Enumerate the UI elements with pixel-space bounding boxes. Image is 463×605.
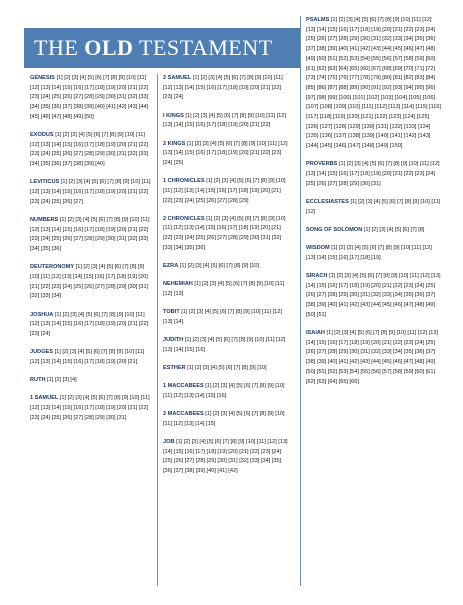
chapter-list[interactable]: [1] [2] [3] [4] [5] [6] [7] [8] [9] [10] [11] [12] [13] [14] [15] <box>163 411 285 427</box>
book-name: WISDOM <box>306 245 330 252</box>
book-2-kings <box>163 140 291 169</box>
book-name: 1 SAMUEL <box>30 395 59 402</box>
chapter-list[interactable]: [1] [2] [3] [4] [5] [6] [7] [8] [9] [10] [11] [12] [13] [14] [15] [16] <box>163 383 285 399</box>
book-name: EXODUS <box>30 132 54 139</box>
chapter-list[interactable]: [1] [2] [3] [4] [5] [6] [7] [8] [9] [10] [11] [12] [13] [14] [15] [16] [17] [18] [19] [20] [21] [22] [23] [24] [25] [26] [27] [28] [29] [30] [31] [32] [33] [34] [35] [36] [37] [38] [39] [40] [41] [42] [43] [44] [45] [46] [47] [48] [49] [50] [51] <box>306 272 441 318</box>
chapter-list[interactable]: [1] [2] [3] [4] [5] [6] [7] [8] [9] [10] [11] [12] [13] [14] [15] [16] [17] [18] [19] [20] [21] [22] [23] [24] [25] [26] [27] [28] [29] [30] [31] [32] [33] [34] [35] [36] <box>163 215 286 251</box>
book-ezra <box>163 262 291 272</box>
book-deuteronomy <box>30 263 154 302</box>
column-left <box>30 74 154 432</box>
book-name: ISAIAH <box>306 329 325 336</box>
chapter-list[interactable]: [1] [2] [3] [4] [5] [6] [7] [8] [9] [10] [11] [12] [13] [14] [15] [16] [17] [18] [19] [20] [21] [22] [23] [24] <box>30 311 149 337</box>
chapter-list[interactable]: [1] [2] [3] [4] [5] [6] [7] [8] [9] [10] [11] [12] [13] [14] [15] [16] [17] [18] [19] [20] [21] [22] [23] [24] [25] <box>163 140 288 166</box>
book-isaiah <box>306 329 442 387</box>
chapter-list[interactable]: [1] [2] [3] [4] [5] [6] [7] [8] [9] [10] <box>179 263 260 270</box>
book-exodus <box>30 131 154 170</box>
book-judith <box>163 336 291 355</box>
book-name: TOBIT <box>163 309 180 316</box>
book-wisdom <box>306 244 442 263</box>
book-name: 2 KINGS <box>163 140 186 147</box>
chapter-list[interactable]: [1] [2] [3] [4] [5] [6] [7] [8] [9] [10] [11] [12] [13] [14] [15] [16] [17] [18] [19] [20] [21] [22] [23] [24] [25] [26] [27] <box>30 179 151 205</box>
chapter-list[interactable]: [1] [2] [3] [4] [5] [6] [7] [8] [9] [10] [11] [12] [13] <box>163 281 285 297</box>
book-joshua <box>30 311 154 340</box>
book-name: JOSHUA <box>30 311 54 318</box>
chapter-list[interactable]: [1] [2] [3] [4] [5] [6] [7] [8] [9] [10] [11] [12] [13] [14] [15] [16] [17] [18] [19] [20] [21] [22] [23] [24] [25] [26] [27] [28] [29] [30] [31] [32] [33] [34] [35] [36] [37] [38] [39] [40] [41] [42] <box>163 438 288 475</box>
book-name: RUTH <box>30 377 46 384</box>
book-name: JUDITH <box>163 337 184 344</box>
book-ruth <box>30 376 154 386</box>
book-i-kings <box>163 112 291 131</box>
book-name: PSALMS <box>306 17 330 23</box>
book-name: GENESIS <box>30 75 55 81</box>
book-2-samuel <box>163 74 291 103</box>
book-sirach <box>306 272 442 321</box>
column-divider <box>157 74 158 586</box>
book-judges <box>30 348 154 367</box>
book-name: PROVERBS <box>306 161 338 168</box>
chapter-list[interactable]: [1] [2] [3] [4] [5] [6] [7] [8] [9] [10] [11] [12] [13] [14] [15] [16] [17] [18] [19] [20] [21] [22] [23] [24] [25] [26] [27] [28] [29] [30] [31] [32] [33] [34] [35] [36] [37] [38] [39] [40] [41] [42] [43] [44] [45] [46] [47] [48] [49] [50] <box>30 75 149 120</box>
chapter-list[interactable]: [1] [2] [3] [4] [5] [6] [7] [8] [9] [10] [11] [12] [13] [14] [15] [16] [17] [18] [19] <box>306 245 432 261</box>
chapter-list[interactable]: [1] [2] [3] [4] [5] [6] [7] [8] [9] [10] [11] [12] [13] [14] [15] [16] [17] [18] [19] [20] [21] [22] [23] [24] [25] [26] [27] [28] [29] [30] [31] [32] [33] [34] [35] [36] [37] [38] [39] [40] <box>30 132 149 168</box>
book-esther <box>163 364 291 374</box>
book-name: LEVITICUS <box>30 179 60 186</box>
book-genesis <box>30 74 154 123</box>
book-name: 2 MACCABEES <box>163 411 204 418</box>
book-name: NEHEMIAH <box>163 281 193 288</box>
book-ecclesiastes <box>306 198 442 217</box>
chapter-list[interactable]: [1] [2] [3] [4] [5] [6] [7] [8] <box>363 226 425 233</box>
book-proverbs <box>306 160 442 189</box>
book-name: EZRA <box>163 263 179 270</box>
chapter-list[interactable]: [1] [2] [3] [4] [5] [6] [7] [8] [9] [10] [11] [12] [13] [14] [15] [16] [17] [18] [19] [20] [21] <box>30 349 145 365</box>
chapter-list[interactable]: [1] [2] [3] [4] [5] [6] [7] [8] [9] [10] [11] [12] [13] [14] [15] [16] [17] [18] [19] [20] [21] [22] [23] [24] <box>163 75 283 101</box>
column-middle <box>163 74 291 485</box>
book-name: 2 CHRONICLES <box>163 215 205 222</box>
book-name: 1 MACCABEES <box>163 383 204 390</box>
chapter-list[interactable]: [1] [2] [3] [4] [5] [6] [7] [8] [9] [10] [11] [12] [13] [14] [15] [16] [17] [18] [19] [20] [21] [22] [23] [24] [25] [26] [27] [28] [29] [30] [31] [32] [33] [34] [35] [36] <box>30 216 150 253</box>
book-song-of-solomon <box>306 226 442 236</box>
book-name: JUDGES <box>30 349 54 356</box>
chapter-list[interactable]: [1] [2] [3] [4] [5] [6] [7] [8] [9] [10] [11] [12] [13] [14] [15] [16] [17] [18] [19] [20] [21] [22] [23] [24] [25] [26] [27] [28] [29] [30] [31] <box>30 395 150 421</box>
book-name: 2 SAMUEL <box>163 75 192 81</box>
book-name: SONG OF SOLOMON <box>306 226 363 233</box>
book-1-samuel <box>30 394 154 423</box>
book-numbers <box>30 216 154 255</box>
book-leviticus <box>30 178 154 207</box>
column-right <box>306 16 442 396</box>
book-tobit <box>163 308 291 327</box>
book-name: I KINGS <box>163 112 184 119</box>
book-2-maccabees <box>163 410 291 429</box>
chapter-list[interactable]: [1] [2] [3] [4] [5] [6] [7] [8] [9] [10] [11] [12] [13] [14] [15] [16] [17] [18] [19] [20] [21] [22] [23] [24] [25] [26] [27] [28] [29] <box>163 178 286 204</box>
column-divider <box>300 16 301 586</box>
book-job <box>163 438 291 477</box>
chapter-list[interactable]: [1] [2] [3] [4] [5] [6] [7] [8] [9] [10] [11] [12] [13] [14] [15] [16] [17] [18] [19] [20] [21] [22] [23] [24] [25] [26] [27] [28] [29] [30] [31] <box>306 161 440 187</box>
chapter-list[interactable]: [1] [2] [3] [4] [5] [6] [7] [8] [9] [10] [11] [12] [13] [14] [15] [16] <box>163 337 286 353</box>
book-name: JOB <box>163 438 175 445</box>
chapter-list[interactable]: [1] [2] [3] [4] <box>47 377 77 384</box>
chapter-list[interactable]: [1] [2] [3] [4] [5] [6] [7] [8] [9] [10] [11] [12] [13] [14] [15] [16] [17] [18] [19] [20] [21] [22] [23] [24] [25] [26] [27] [28] [29] [30] [31] [32] [33] [34] [35] [36] [37] [38] [39] [40] [41] [42] [43] [44] [45] [46] [47] [48] [49] [50] [51] [52] [53] [54] [55] [56] [57] [58] [59] [60] [61] [62] [63] [64] [65] [66] [67] [68] [69] [70] [71] [72] [73] [74] [75] [76] [77] [78] [79] [80] [81] [82] [83] [84] [85] [86] [87] [88] [89] [90] [91] [92] [93] [94] [95] [96] [97] [98] [99] [100] [101] [102] [103] [104] [105] [106] [107] [108] [109] [110] [111] [112] [113] [114] [115] [116] [117] [118] [119] [120] [121] [122] [123] [124] [125] [126] [127] [128] [129] [130] [131] [132] [133] [134] [135] [136] [137] [138] [139] [140] [141] [142] [143] [144] [145] [146] [147] [148] [149] [150] <box>306 17 442 150</box>
title-banner <box>24 28 300 68</box>
book-name: DEUTERONOMY <box>30 264 75 271</box>
book-2-chronicles <box>163 215 291 254</box>
book-psalms <box>306 16 442 152</box>
chapter-list[interactable]: [1] [2] [3] [4] [5] [6] [7] [8] [9] [10] [11] [12] [13] [14] [15] [16] [17] [18] [19] [20] [21] [22] [23] [24] [25] [26] [27] [28] [29] [30] [31] [32] [33] [34] [35] [36] [37] [38] [39] [40] [41] [42] [43] [44] [45] [46] [47] [48] [49] [50] [51] [52] [53] [54] [55] [56] [57] [58] [59] [60] [61] [62] [63] [64] [65] [66] <box>306 329 439 385</box>
chapter-list[interactable]: [1] [2] [3] [4] [5] [6] [7] [8] [9] [10] [11] [12] <box>306 198 441 215</box>
book-name: SIRACH <box>306 272 328 279</box>
book-name: ESTHER <box>163 364 186 371</box>
book-1-maccabees <box>163 382 291 401</box>
page-title: THE OLD TESTAMENT <box>34 35 273 60</box>
chapter-list[interactable]: [1] [2] [3] [4] [5] [6] [7] [8] [9] [10] [11] [12] [13] [14] [15] [16] [17] [18] [19] [20] [21] [22] [23] [24] [25] [26] [27] [28] [29] [30] [31] [32] [33] [34] <box>30 264 149 300</box>
book-nehemiah <box>163 280 291 299</box>
book-1-chronicles <box>163 177 291 206</box>
chapter-list[interactable]: [1] [2] [3] [4] [5] [6] [7] [8] [9] [10] [11] [12] [13] [14] [15] [16] [17] [18] [19] [20] [21] [22] <box>163 112 287 129</box>
chapter-list[interactable]: [1] [2] [3] [4] [5] [6] [7] [8] [9] [10] [11] [12] [13] [14] <box>163 309 282 325</box>
chapter-list[interactable]: [1] [2] [3] [4] [5] [6] [7] [8] [9] [10] <box>187 364 267 371</box>
book-name: 1 CHRONICLES <box>163 178 205 185</box>
book-name: ECCLESIASTES <box>306 198 349 205</box>
book-name: NUMBERS <box>30 216 59 223</box>
